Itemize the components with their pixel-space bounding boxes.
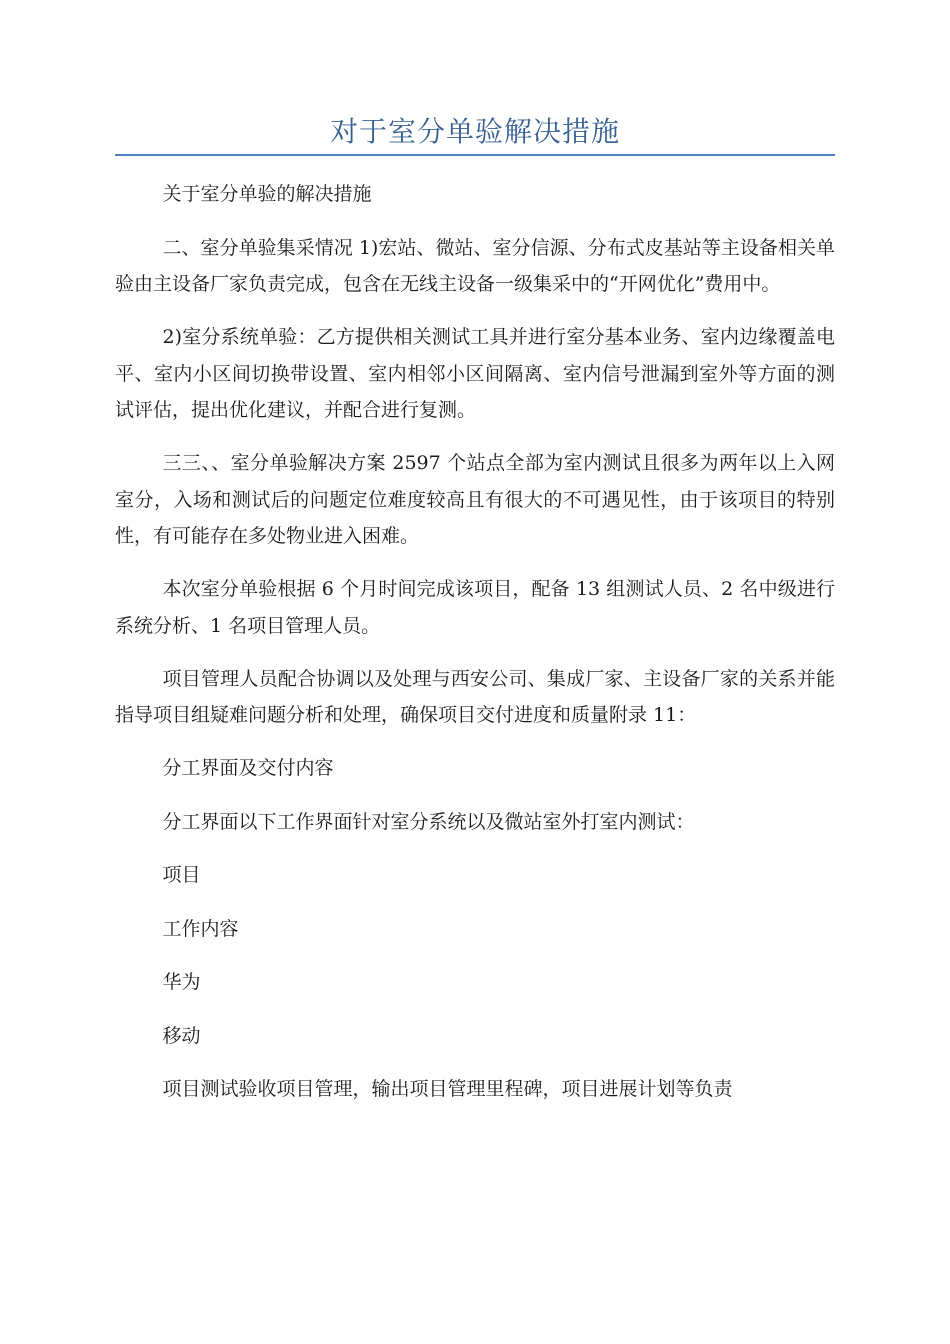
paragraph: 关于室分单验的解决措施	[162, 183, 372, 205]
paragraph: 二、室分单验集采情况 1)宏站、微站、室分信源、分布式皮基站等主设备相关单验由主设备厂家负责完成，包含在无线主设备一级集采中的“开网优化”费用中。	[115, 236, 835, 295]
paragraph: 分工界面以下工作界面针对室分系统以及微站室外打室内测试：	[162, 810, 695, 833]
paragraph: 分工界面及交付内容	[162, 757, 334, 779]
paragraph: 华为	[162, 971, 201, 993]
paragraph: 2)室分系统单验：乙方提供相关测试工具并进行室分基本业务、室内边缘覆盖电平、室内小区间切换带设置、室内相邻小区间隔离、室内信号泄漏到室外等方面的测试评估，提出优化建议，并配合进行复测。	[115, 326, 835, 421]
document-title: 对于室分单验解决措施	[329, 115, 620, 148]
document-body	[115, 176, 835, 1124]
title-underline	[115, 154, 835, 156]
paragraph: 移动	[162, 1024, 201, 1047]
paragraph: 三三、、室分单验解决方案 2597 个站点全部为室内测试且很多为两年以上入网室分，入场和测试后的问题定位难度较高且有很大的不可遇见性，由于该项目的特别性，有可能存在多处物业进入困难。	[115, 452, 835, 547]
paragraph: 工作内容	[162, 917, 239, 940]
paragraph: 项目	[162, 864, 201, 886]
paragraph: 项目测试验收项目管理，输出项目管理里程碑，项目进展计划等负责	[162, 1078, 733, 1100]
paragraph: 项目管理人员配合协调以及处理与西安公司、集成厂家、主设备厂家的关系并能指导项目组疑难问题分析和处理，确保项目交付进度和质量附录 11：	[115, 667, 835, 726]
paragraph: 本次室分单验根据 6 个月时间完成该项目，配备 13 组测试人员、2 名中级进行系统分析、1 名项目管理人员。	[115, 578, 835, 637]
